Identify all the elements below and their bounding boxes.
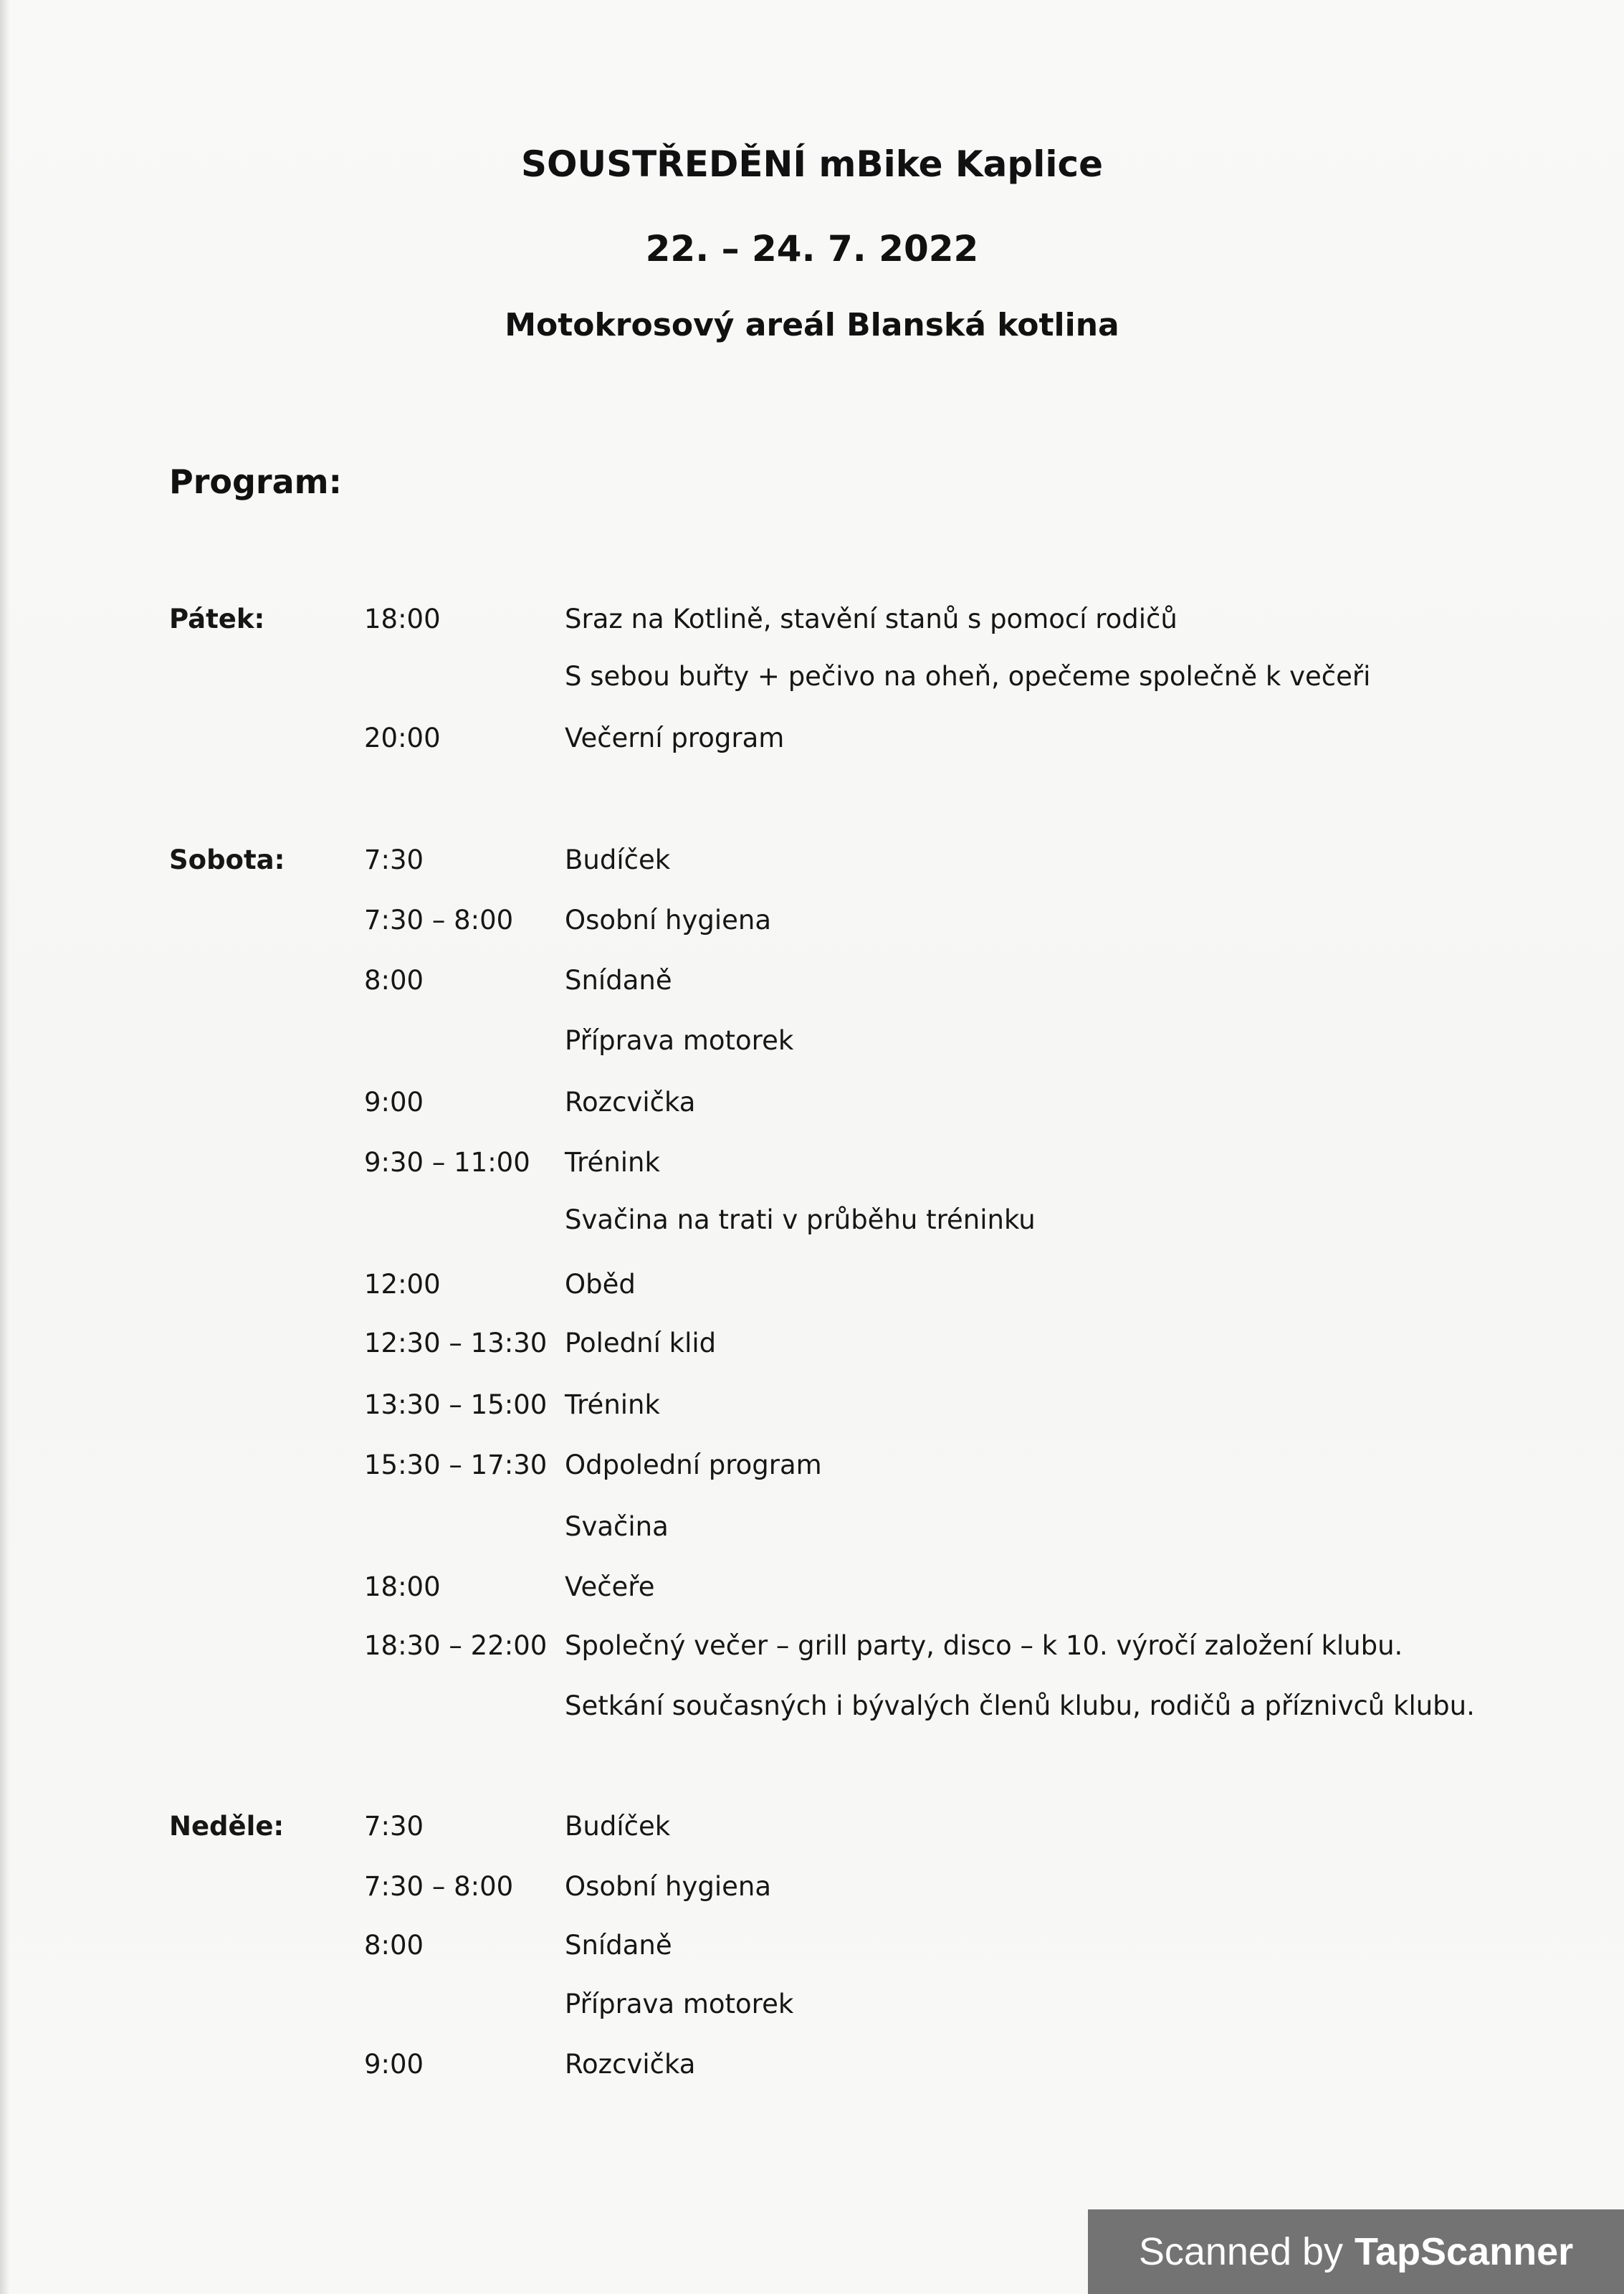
schedule-activity: Polední klid bbox=[565, 1328, 717, 1358]
schedule-activity: Osobní hygiena bbox=[565, 905, 772, 936]
schedule-activity: Večerní program bbox=[565, 723, 785, 753]
schedule-row bbox=[0, 839, 1624, 882]
schedule-activity: Trénink bbox=[565, 1389, 660, 1420]
schedule-time: 7:30 bbox=[364, 844, 424, 875]
document-title: SOUSTŘEDĚNÍ mBike Kaplice bbox=[520, 143, 1104, 185]
schedule-row bbox=[0, 1263, 1624, 1306]
schedule-activity: Příprava motorek bbox=[565, 1025, 794, 1056]
schedule-time: 12:30 – 13:30 bbox=[364, 1328, 548, 1358]
schedule-row bbox=[0, 1805, 1624, 1848]
schedule-row bbox=[0, 1983, 1624, 2026]
watermark-prefix: Scanned by bbox=[1138, 2230, 1344, 2273]
schedule-activity: Svačina na trati v průběhu tréninku bbox=[565, 1204, 1036, 1235]
schedule-row bbox=[0, 899, 1624, 942]
watermark-brand: TapScanner bbox=[1355, 2230, 1574, 2273]
schedule-time: 20:00 bbox=[364, 723, 441, 753]
schedule-activity: Večeře bbox=[565, 1571, 655, 1602]
schedule-time: 18:00 bbox=[364, 604, 441, 634]
schedule-activity: Oběd bbox=[565, 1269, 636, 1300]
schedule-time: 7:30 – 8:00 bbox=[364, 905, 514, 936]
schedule-row bbox=[0, 1624, 1624, 1667]
schedule-activity: Rozcvička bbox=[565, 2049, 696, 2080]
day-label: Neděle: bbox=[169, 1811, 285, 1842]
schedule-activity: Odpolední program bbox=[565, 1450, 822, 1480]
schedule-row bbox=[0, 1865, 1624, 1908]
schedule-row bbox=[0, 1019, 1624, 1062]
schedule-time: 9:00 bbox=[364, 2049, 424, 2080]
schedule-activity: Příprava motorek bbox=[565, 1989, 794, 2019]
schedule-row bbox=[0, 1444, 1624, 1487]
schedule-activity: Trénink bbox=[565, 1147, 660, 1178]
program-heading: Program: bbox=[169, 462, 342, 501]
document-venue: Motokrosový areál Blanská kotlina bbox=[505, 307, 1119, 343]
schedule-time: 15:30 – 17:30 bbox=[364, 1450, 548, 1480]
schedule-time: 7:30 – 8:00 bbox=[364, 1871, 514, 1902]
schedule-row bbox=[0, 1141, 1624, 1184]
schedule-activity: S sebou buřty + pečivo na oheň, opečeme společně k večeři bbox=[565, 661, 1371, 692]
schedule-time: 9:30 – 11:00 bbox=[364, 1147, 530, 1178]
schedule-activity: Budíček bbox=[565, 1811, 671, 1842]
schedule-time: 18:30 – 22:00 bbox=[364, 1630, 548, 1661]
schedule-time: 12:00 bbox=[364, 1269, 441, 1300]
schedule-row bbox=[0, 1322, 1624, 1365]
schedule-row bbox=[0, 1081, 1624, 1124]
schedule-activity: Rozcvička bbox=[565, 1087, 696, 1118]
schedule-row bbox=[0, 1566, 1624, 1609]
schedule-activity: Snídaně bbox=[565, 965, 672, 996]
schedule-row bbox=[0, 1199, 1624, 1242]
schedule-time: 8:00 bbox=[364, 965, 424, 996]
schedule-row bbox=[0, 717, 1624, 760]
schedule-activity: Svačina bbox=[565, 1511, 669, 1542]
schedule-row bbox=[0, 2043, 1624, 2086]
schedule-time: 7:30 bbox=[364, 1811, 424, 1842]
schedule-activity: Budíček bbox=[565, 844, 671, 875]
document-dates: 22. – 24. 7. 2022 bbox=[645, 228, 979, 270]
schedule-row bbox=[0, 959, 1624, 1002]
schedule-time: 8:00 bbox=[364, 1930, 424, 1961]
schedule-row bbox=[0, 1924, 1624, 1967]
day-label: Pátek: bbox=[169, 604, 265, 634]
schedule-row bbox=[0, 655, 1624, 698]
schedule-row bbox=[0, 1505, 1624, 1548]
schedule-activity: Sraz na Kotlině, stavění stanů s pomocí rodičů bbox=[565, 604, 1178, 634]
tapscanner-watermark bbox=[1088, 2209, 1624, 2294]
schedule-activity: Společný večer – grill party, disco – k 10. výročí založení klubu. bbox=[565, 1630, 1403, 1661]
day-label: Sobota: bbox=[169, 844, 285, 875]
schedule-activity: Snídaně bbox=[565, 1930, 672, 1961]
schedule-time: 13:30 – 15:00 bbox=[364, 1389, 548, 1420]
schedule-row bbox=[0, 1384, 1624, 1427]
schedule-activity: Setkání současných i bývalých členů klubu, rodičů a příznivců klubu. bbox=[565, 1690, 1475, 1721]
schedule-row bbox=[0, 1685, 1624, 1728]
schedule-row bbox=[0, 598, 1624, 641]
schedule-time: 9:00 bbox=[364, 1087, 424, 1118]
schedule-time: 18:00 bbox=[364, 1571, 441, 1602]
schedule-activity: Osobní hygiena bbox=[565, 1871, 772, 1902]
